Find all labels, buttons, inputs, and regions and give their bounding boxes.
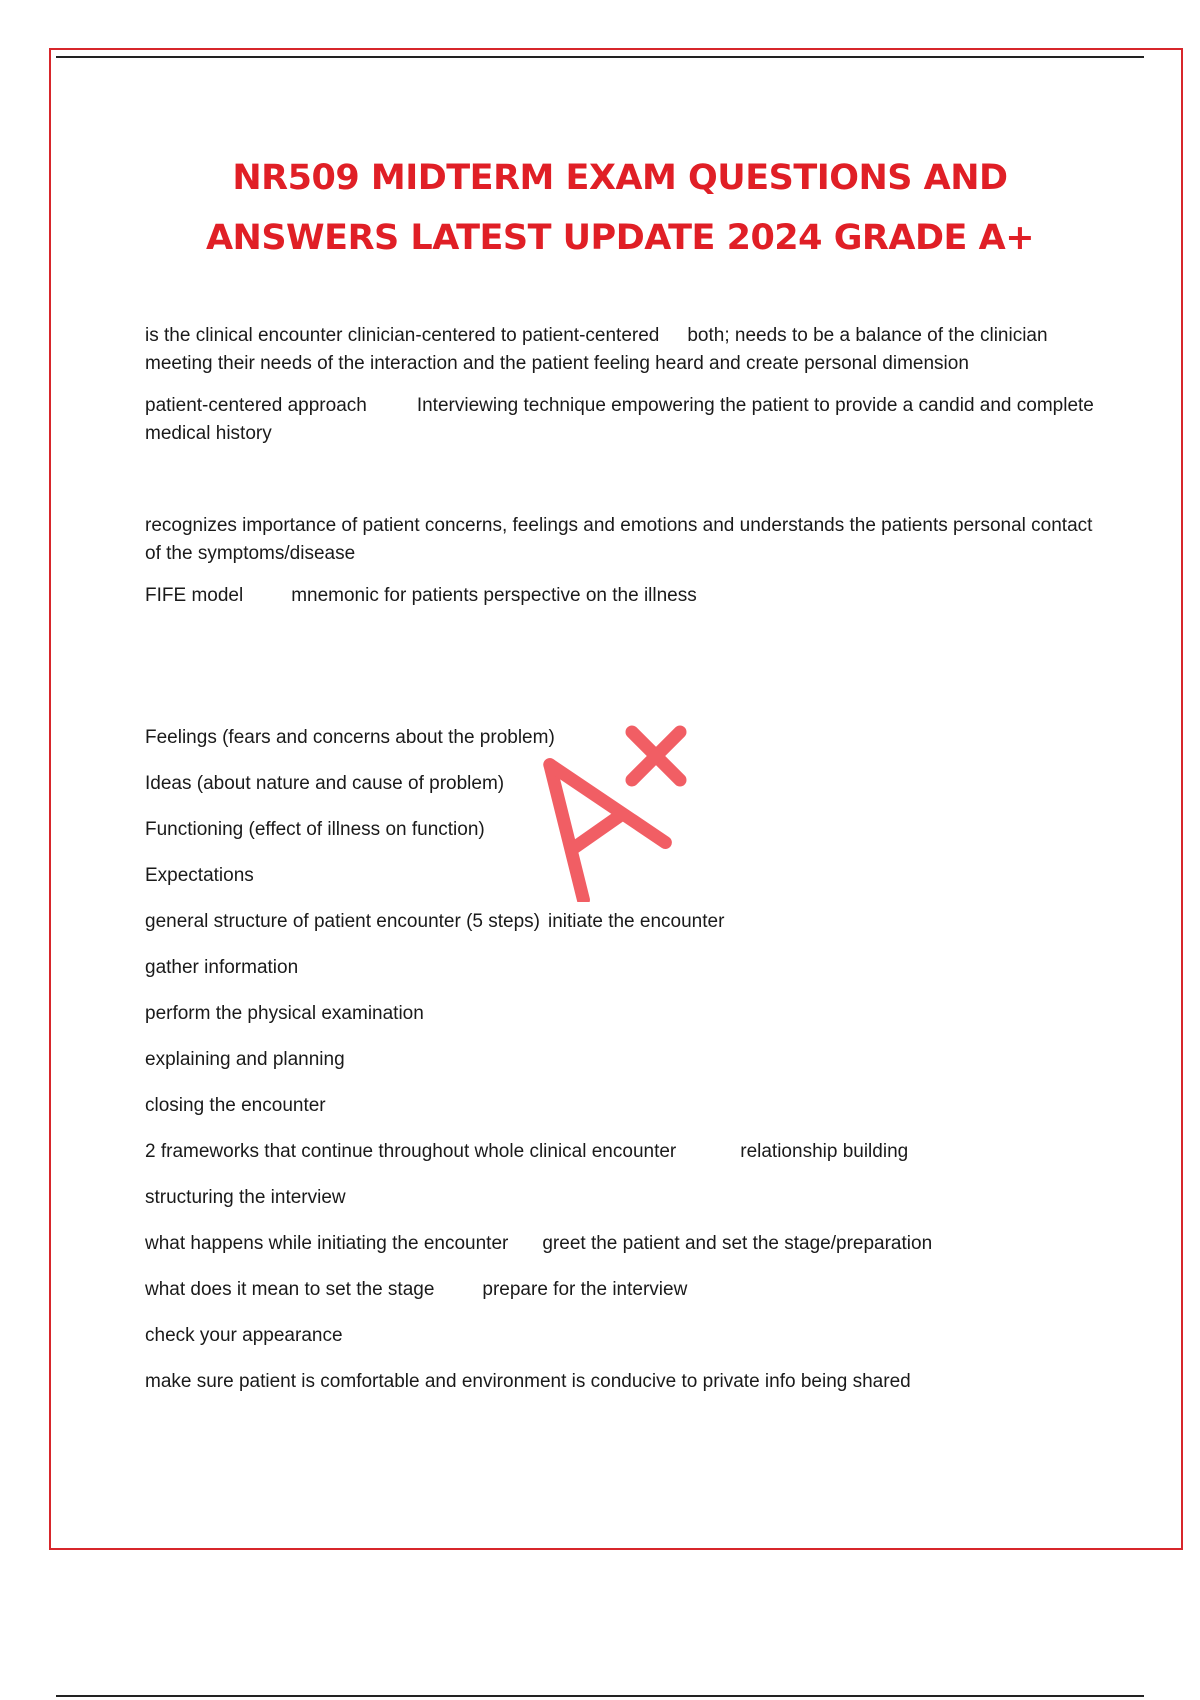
- expectations-line: Expectations: [145, 865, 254, 886]
- document-title: [100, 148, 1140, 268]
- frameworks-term: 2 frameworks that continue throughout whole clinical encounter: [145, 1141, 677, 1162]
- ideas-line: Ideas (about nature and cause of problem): [145, 773, 505, 794]
- comfortable-line: make sure patient is comfortable and environment is conducive to private info being shared: [145, 1371, 911, 1392]
- structure-line: [145, 908, 1095, 954]
- frameworks-line: [145, 1138, 1095, 1184]
- stage-line: [145, 1276, 1095, 1322]
- qa-item-balance: [145, 322, 1095, 378]
- fife-definition: mnemonic for patients perspective on the illness: [291, 585, 697, 606]
- qa-definition: both; needs to be a balance of the clinician meeting their needs of the interaction and the patient feeling heard and create personal dimension: [145, 325, 1048, 374]
- structure-term: general structure of patient encounter (5 steps): [145, 911, 541, 932]
- recognizes-line: recognizes importance of patient concerns, feelings and emotions and understands the patients personal contact of the symptoms/disease: [145, 515, 1093, 564]
- initiating-definition: greet the patient and set the stage/preparation: [542, 1233, 933, 1254]
- gather-line: gather information: [145, 957, 299, 978]
- appearance-line: check your appearance: [145, 1325, 343, 1346]
- closing-line: closing the encounter: [145, 1095, 326, 1116]
- explaining-line: explaining and planning: [145, 1049, 345, 1070]
- document-body: [145, 322, 1095, 1414]
- functioning-line: Functioning (effect of illness on function): [145, 819, 485, 840]
- title-line-1: NR509 MIDTERM EXAM QUESTIONS AND: [232, 158, 1008, 198]
- qa-definition: Interviewing technique empowering the patient to provide a candid and complete medical history: [145, 395, 1094, 444]
- stage-term: what does it mean to set the stage: [145, 1279, 435, 1300]
- frameworks-definition: relationship building: [740, 1141, 909, 1162]
- feelings-line: Feelings (fears and concerns about the problem): [145, 727, 555, 748]
- qa-item-patient-centered: [145, 392, 1095, 448]
- top-divider: [56, 56, 1144, 58]
- perform-line: perform the physical examination: [145, 1003, 424, 1024]
- structuring-line: structuring the interview: [145, 1187, 346, 1208]
- qa-term: patient-centered approach: [145, 395, 367, 416]
- qa-term: is the clinical encounter clinician-centered to patient-centered: [145, 325, 660, 346]
- initiating-term: what happens while initiating the encounter: [145, 1233, 509, 1254]
- fife-term: FIFE model: [145, 585, 244, 606]
- bottom-divider: [56, 1695, 1144, 1697]
- structure-definition: initiate the encounter: [548, 911, 725, 932]
- fife-line: [145, 582, 1095, 628]
- stage-definition: prepare for the interview: [482, 1279, 688, 1300]
- initiating-line: [145, 1230, 1095, 1276]
- title-line-2: ANSWERS LATEST UPDATE 2024 GRADE A+: [205, 218, 1035, 258]
